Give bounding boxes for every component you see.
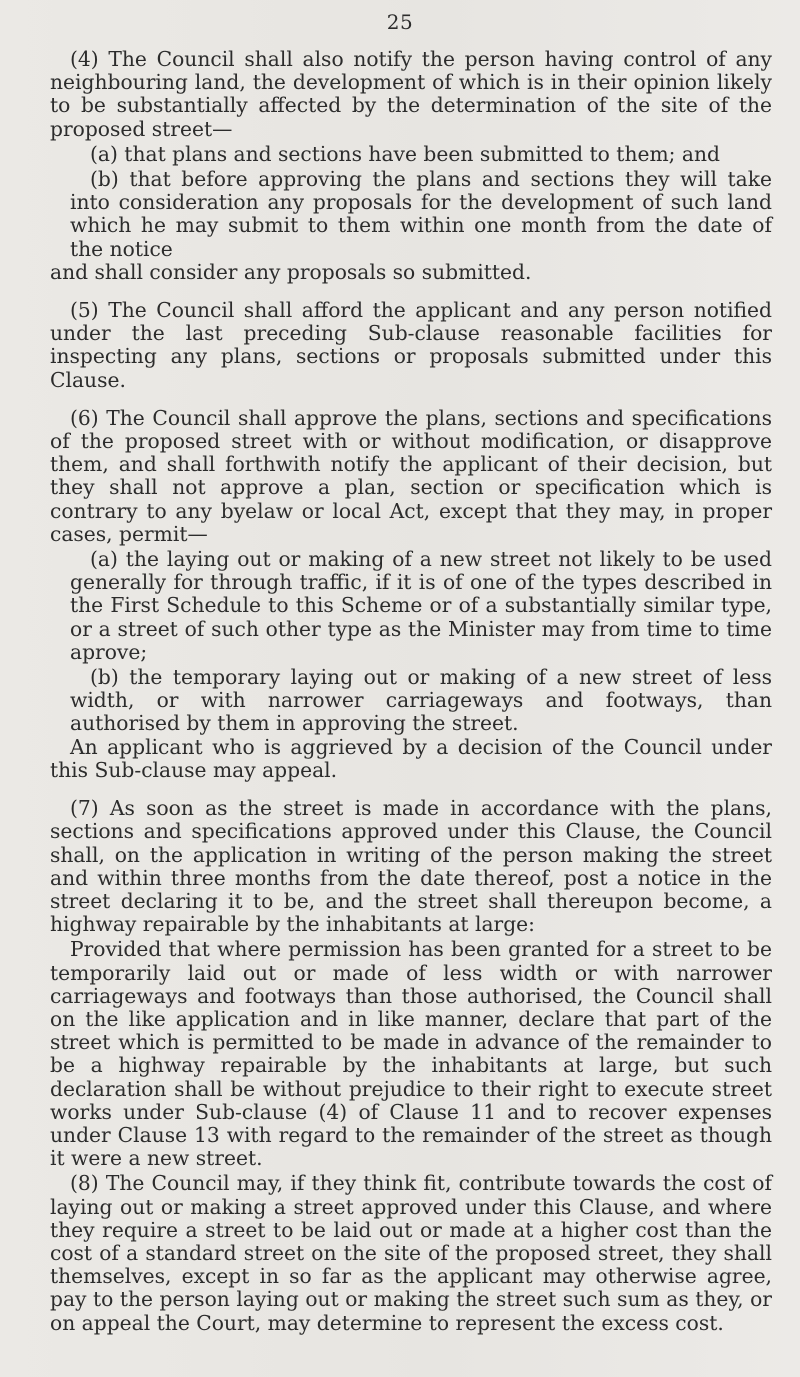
- paragraph-6-tail: An applicant who is aggrieved by a decision of the Council under this Sub-clause may appeal.: [50, 734, 772, 782]
- paragraph-4a: (a) that plans and sections have been submitted to them; and: [90, 141, 721, 166]
- document-body: [50, 48, 772, 1350]
- paragraph-4b: (b) that before approving the plans and sections they will take into consideration any proposals for the development of such land which he may submit to them within one month from the date of the notice: [70, 167, 772, 261]
- paragraph-6a: (a) the laying out or making of a new street not likely to be used generally for through traffic, if it is of one of the types described in the First Schedule to this Scheme or of a substantially similar type, or a street of such other type as the Minister may from time to time aprove;: [70, 547, 772, 664]
- paragraph-7-proviso: Provided that where permission has been granted for a street to be temporarily laid out or made of less width or with narrower carriageways and footways than those authorised, the Council shall on the like application and in like manner, declare that part of the street which is permitted to be made in advance of the remainder to be a highway repairable by the inhabitants at large, but such declaration shall be without prejudice to their right to execute street works under Sub-clause (4) of Clause 11 and to recover expenses under Clause 13 with regard to the remainder of the street as though it were a new street.: [50, 937, 772, 1171]
- paragraph-7: (7) As soon as the street is made in accordance with the plans, sections and specifications approved under this Clause, the Council shall, on the application in writing of the person making the street and within three months from the date thereof, post a notice in the street declaring it to be, and the street shall thereupon become, a highway repairable by the inhabitants at large:: [50, 796, 772, 937]
- paragraph-4-tail: and shall consider any proposals so submitted.: [50, 259, 532, 284]
- paragraph-8: (8) The Council may, if they think fit, contribute towards the cost of laying out or making a street approved under this Clause, and where they require a street to be laid out or made at a higher cost than the cost of a standard street on the site of the proposed street, they shall themselves, except in so far as the applicant may otherwise agree, pay to the person laying out or making the street such sum as they, or on appeal the Court, may determine to represent the excess cost.: [50, 1171, 772, 1335]
- page-number: 25: [386, 10, 414, 34]
- paragraph-6: (6) The Council shall approve the plans, sections and specifications of the proposed street with or without modification, or disapprove them, and shall forthwith notify the applicant of their decision, but they shall not approve a plan, section or specification which is contrary to any byelaw or local Act, except that they may, in proper cases, permit—: [50, 405, 772, 546]
- paragraph-5: (5) The Council shall afford the applicant and any person notified under the last preceding Sub-clause reasonable facilities for inspecting any plans, sections or proposals submitted under this Clause.: [50, 298, 772, 392]
- paragraph-4: (4) The Council shall also notify the person having control of any neighbouring land, the development of which is in their opinion likely to be substantially affected by the determination of the site of the proposed street—: [50, 47, 772, 141]
- paragraph-6b: (b) the temporary laying out or making of a new street of less width, or with narrower carriageways and footways, than authorised by them in approving the street.: [70, 665, 772, 736]
